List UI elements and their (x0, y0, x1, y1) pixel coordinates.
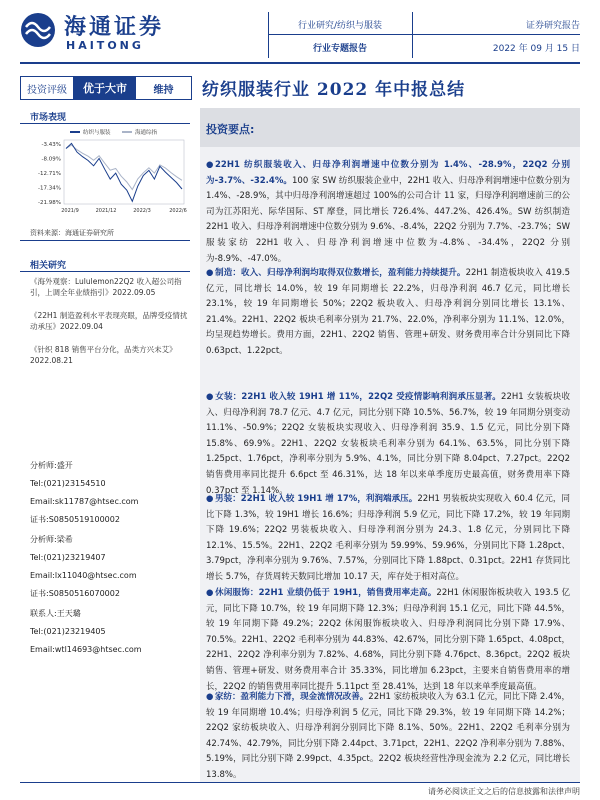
key-point-text: 22H1 休闲服饰板块收入 193.5 亿元，同比下降 10.7%，较 19 年同期下降 12.3%；归母净利润 15.1 亿元，同比下降 44.5%，较 19 年同期下降 49.2%；22Q2 休闲服饰板块收入、归母净利润同比分别下降 17.9%、70.5%。22H1、22Q2 毛利率分别为 44.83%、42.67%，同比分别下降 1.65pct、4.08pct，22H1、22Q2 净利率分别为 7.82%、4.68%，同比分别下降 4.76pct、8.36pct。22Q2 板块销售、管理+研发、财务费用率合计 35.33%，同比增加 6.23pct，主要来自销售费用率的增长，22Q2 的销售费用率同比提升 5.11pct 至 28.41%，达到 18 年以来单季度最高值。 (206, 588, 570, 692)
report-category: 行业研究/纺织与服装 (297, 21, 383, 31)
key-point-lead: 制造：收入、归母净利润均取得双位数增长，盈利能力持续提升。 (215, 268, 466, 278)
contact-email[interactable]: Email:wtl14693@htsec.com (30, 645, 142, 654)
key-point-paragraph (206, 690, 570, 784)
analyst-tel: Tel:(021)23154510 (30, 479, 106, 488)
key-points-header-panel (200, 108, 580, 147)
header-divider (268, 12, 269, 58)
bullet-icon: ● (206, 588, 214, 598)
related-item[interactable]: 《海外观察：Lululemon22Q2 收入超公司指引，上调全年业绩指引》2022.09.05 (30, 277, 182, 297)
analyst-email[interactable]: Email:lx11040@htsec.com (30, 571, 137, 580)
header-rule (20, 62, 580, 64)
key-point-paragraph (206, 390, 570, 499)
contact-name: 联系人:王天璐 (30, 609, 81, 618)
rating-label: 投资评级 (21, 77, 74, 99)
key-point-lead: 22H1 纺织服装收入、归母净利润增速中位数分别为 1.4%、-28.9%，22Q2 分别为-3.7%、-32.4%。 (206, 160, 570, 186)
report-date: 2022 年 09 月 15 日 (492, 44, 580, 54)
contact-tel: Tel:(021)23219405 (30, 627, 106, 636)
y-tick-label: -8.09% (41, 156, 61, 163)
bullet-icon: ● (206, 268, 214, 278)
footer-rule (20, 782, 580, 783)
report-header (0, 0, 600, 62)
rating-status: 维持 (153, 84, 174, 96)
legend-label: 纺织与服装 (83, 130, 111, 136)
analyst-email[interactable]: Email:sk11787@htsec.com (30, 497, 139, 506)
key-point-paragraph (206, 158, 570, 267)
related-item[interactable]: 《22H1 制造盈利水平表现亮眼，品牌受疫情扰动承压》2022.09.04 (30, 311, 188, 331)
x-tick-label: 2022/6 (169, 208, 187, 214)
market-performance-chart (28, 126, 188, 218)
analyst-tel: Tel:(021)23219407 (30, 553, 106, 562)
investment-rating (20, 76, 192, 100)
x-tick-label: 2021/12 (95, 208, 117, 214)
legend-label: 海通综指 (135, 130, 158, 136)
key-point-paragraph (206, 492, 570, 586)
related-rule (20, 271, 190, 272)
related-heading: 相关研究 (30, 261, 67, 271)
series-line (66, 145, 182, 189)
market-bottom-rule (20, 240, 190, 241)
footer-disclaimer: 请务必阅读正文之后的信息披露和法律声明 (428, 787, 580, 796)
key-point-text: 22H1 女装板块收入、归母净利润 78.7 亿元、4.7 亿元，同比分别下降 10.5%、56.7%，较 19 年同期分别变动 11.1%、-50.9%；22Q2 女装板块实现收入、归母净利润 35.9、1.5 亿元，同比分别下降 15.8%、69.9%。22H1、22Q2 女装板块毛利率分别为 64.1%、63.5%，同比分别下降 1.25pct、1.76pct，净利率分别为 5.9%、4.1%，同比分别下降 8.04pct、7.27pct。22Q2 销售费用率同比提升 6.6pct 至 46.31%，达 18 年以来单季度历史最高值，财务费用率下降 0.37pct 至 1.14%。 (206, 392, 570, 496)
report-label: 证券研究报告 (525, 21, 580, 31)
key-point-text: 22H1 男装板块实现收入 60.4 亿元，同比下降 1.3%，较 19H1 增长 16.6%；归母净利润 5.9 亿元，同比下降 17.2%，较 19 年同期下降 19.6%；22Q2 男装板块收入、归母净利润分别为 24.3、1.8 亿元，分别同比下降 12.1%、15.5%。22H1、22Q2 毛利率分别为 59.99%、59.96%，分别同比下降 1.28pct、3.79pct，净利率分别为 9.76%、7.57%，分别同比下降 1.88pct、0.31pct。22H1 存货同比增长 5.7%，存货周转天数同比增加 10.17 天，库存处于相对高位。 (206, 494, 570, 582)
chart-source: 资料来源：海通证券研究所 (30, 229, 114, 237)
bullet-icon: ● (206, 494, 214, 504)
key-point-lead: 男装：22H1 收入较 19H1 增 17%，利润端承压。 (215, 494, 418, 504)
header-divider (412, 12, 413, 58)
series-line (66, 143, 182, 201)
analyst-cert: 证书:S0850519100002 (30, 515, 120, 524)
report-type: 行业专题报告 (312, 44, 367, 54)
logo-en-text: HAITONG (66, 39, 144, 52)
x-tick-label: 2022/3 (133, 208, 151, 214)
key-point-lead: 女装：22H1 收入较 19H1 增 11%，22Q2 受疫情影响利润承压显著。 (215, 392, 502, 402)
key-point-lead: 家纺：盈利能力下滑，现金流情况改善。 (215, 692, 369, 702)
y-tick-label: -17.34% (38, 185, 61, 192)
market-heading: 市场表现 (30, 113, 67, 123)
bullet-icon: ● (206, 692, 214, 702)
bullet-icon: ● (206, 392, 214, 402)
y-tick-label: -12.71% (38, 171, 61, 177)
x-tick-label: 2021/9 (61, 208, 79, 214)
header-hdivider (268, 34, 580, 35)
key-point-text: 22H1 制造板块收入 419.5 亿元，同比增长 14.0%，较 19 年同期增长 22.2%，归母净利润 46.7 亿元，同比增长 23.1%，较 19 年同期增长 50%；22Q2 板块收入、归母净利润分别同比增长 13.1%、21.4%。22H1、22Q2 板块毛利率分别为 21.7%、22.0%，净利率分别为 11.1%、12.0%，均呈现趋势增长。费用方面，22H1、22Q2 销售、管理+研发、财务费用率合计分别同比下降 0.63pct、1.22pct。 (206, 268, 570, 356)
haitong-emblem-icon (20, 12, 56, 48)
key-point-paragraph (206, 586, 570, 695)
key-point-paragraph (206, 266, 570, 360)
y-tick-label: -3.43% (41, 142, 61, 148)
key-points-heading: 投资要点: (206, 123, 255, 136)
rating-value: 优于大市 (74, 77, 136, 99)
market-rule (20, 123, 190, 124)
key-point-text: 100 家 SW 纺织服装企业中，22H1 收入、归母净利润增速中位数分别为 1.4%、-28.9%，其中归母净利润增速超过 100%的公司合计 11 家，归母净利润增速前三的公司为江苏阳光、际华国际、ST 摩登，同比增长 726.4%、447.2%、426.4%。SW 纺织制造 22H1 收入、归母净利润增速中位数分别为 9.6%、-8.4%，22Q2 分别为 7.7%、-23.7%；SW 服装家纺 22H1 收入、归母净利润增速中位数为-4.8%、-34.4%，22Q2 分别为-8.9%、-47.0%。 (206, 175, 571, 264)
report-title: 纺织服装行业 2022 年中报总结 (202, 80, 466, 100)
haitong-logo (20, 10, 185, 56)
logo-cn-text: 海通证券 (64, 14, 165, 40)
key-point-lead: 休闲服饰：22H1 业绩仍低于 19H1，销售费用率走高。 (215, 588, 437, 598)
key-point-text: 22H1 家纺板块收入为 63.1 亿元，同比下降 2.4%，较 19 年同期增 10.4%；归母净利润 5 亿元，同比下降 29.3%，较 19 年同期下降 14.2%；22Q2 家纺板块收入、归母净利润分别同比下降 8.1%、50%。22H1、22Q2 毛利率分别为 42.74%、42.79%，同比分别下降 2.44pct、3.71pct，22H1、22Q2 净利率分别为 7.88%、5.19%，同比分别下降 2.99pct、4.35pct。22Q2 板块经营性净现金流为 2.2 亿元，同比增长 13.8%。 (206, 692, 570, 780)
analyst-name: 分析师:梁希 (30, 535, 73, 544)
y-tick-label: -21.98% (38, 200, 61, 206)
analyst-name: 分析师:盛开 (30, 461, 73, 470)
related-item[interactable]: 《针织 818 销售平台分化，品类方兴未艾》2022.08.21 (30, 345, 177, 365)
analyst-cert: 证书:S0850516070002 (30, 589, 120, 598)
bullet-icon: ● (206, 160, 214, 170)
